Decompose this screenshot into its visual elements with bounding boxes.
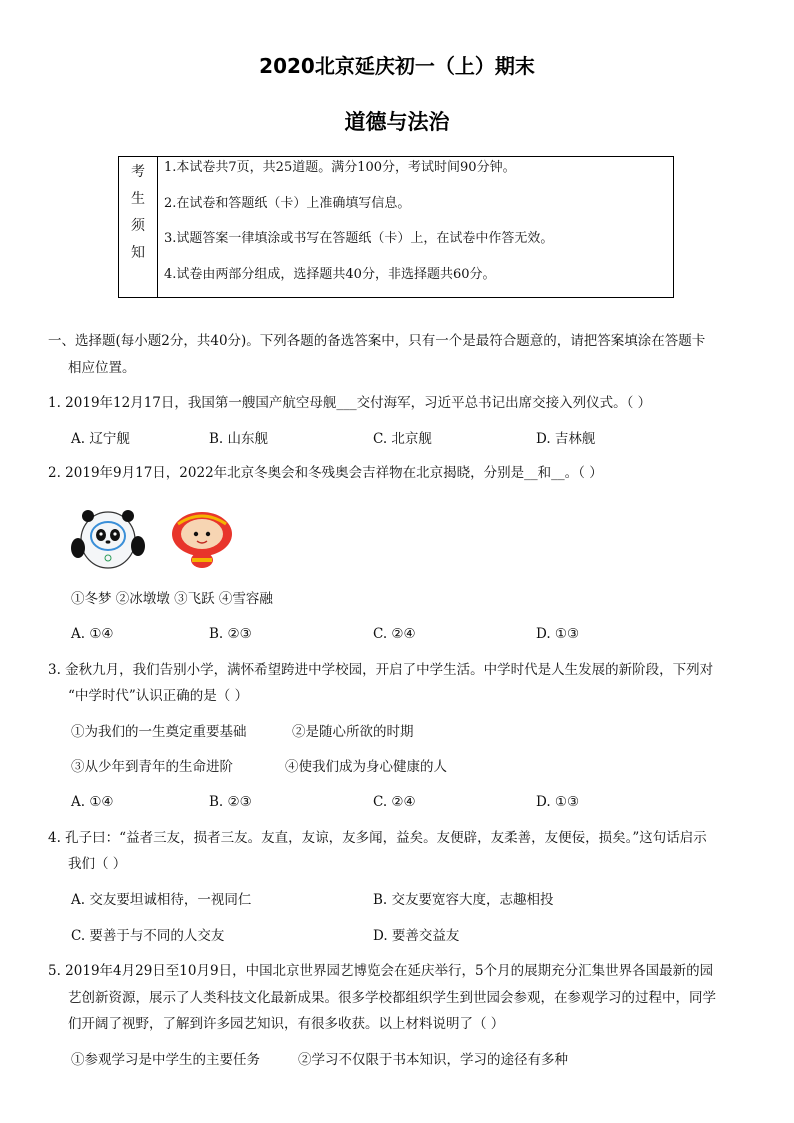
question-2-stem: 2. 2019年9月17日，2022年北京冬奥会和冬残奥会吉祥物在北京揭晓，分别是__和__。（ ） bbox=[48, 465, 603, 481]
notice-label-char: 须 bbox=[131, 218, 145, 234]
q1-option-c: C. 北京舰 bbox=[373, 431, 432, 447]
question-5-stem-cont: 们开阔了视野，了解到许多园艺知识，有很多收获。以上材料说明了（ ） bbox=[68, 1016, 505, 1032]
notice-label-char: 考 bbox=[131, 164, 145, 180]
bing-dwen-dwen-mascot bbox=[71, 510, 145, 568]
exam-notice-box bbox=[118, 156, 674, 298]
q3-choice-2: ②是随心所欲的时期 bbox=[292, 724, 414, 740]
q4-option-a: A. 交友要坦诚相待，一视同仁 bbox=[71, 892, 252, 908]
notice-label bbox=[119, 157, 158, 297]
notice-label-char: 知 bbox=[131, 245, 145, 261]
section-heading-cont: 相应位置。 bbox=[68, 360, 136, 376]
q2-option-d: D. ①③ bbox=[536, 626, 580, 642]
q2-option-b: B. ②③ bbox=[209, 626, 252, 642]
shuey-rhon-rhon-mascot bbox=[172, 512, 232, 568]
q2-option-c: C. ②④ bbox=[373, 626, 416, 642]
notice-label-char: 生 bbox=[131, 191, 145, 207]
q4-option-b: B. 交友要宽容大度，志趣相投 bbox=[373, 892, 554, 908]
q2-option-a: A. ①④ bbox=[71, 626, 114, 642]
q3-choice-1: ①为我们的一生奠定重要基础 bbox=[71, 724, 247, 740]
notice-item: 4.试卷由两部分组成，选择题共40分，非选择题共60分。 bbox=[164, 266, 496, 282]
notice-item: 2.在试卷和答题纸（卡）上准确填写信息。 bbox=[164, 195, 411, 211]
question-4-stem: 4. 孔子曰：“益者三友，损者三友。友直，友谅，友多闻，益矣。友便辟，友柔善，友便佞，损矣。”这句话启示 bbox=[48, 830, 707, 846]
q1-option-a: A. 辽宁舰 bbox=[71, 431, 130, 447]
question-1-stem: 1. 2019年12月17日，我国第一艘国产航空母舰___交付海军，习近平总书记出席交接入列仪式。（ ） bbox=[48, 395, 652, 411]
section-heading: 一、选择题(每小题2分，共40分)。下列各题的备选答案中，只有一个是最符合题意的，请把答案填涂在答题卡 bbox=[48, 333, 706, 349]
exam-title: 2020北京延庆初一（上）期末 bbox=[259, 54, 535, 78]
q1-option-d: D. 吉林舰 bbox=[536, 431, 596, 447]
q2-choices: ①冬梦 ②冰墩墩 ③飞跃 ④雪容融 bbox=[71, 591, 273, 607]
q4-option-d: D. 要善交益友 bbox=[373, 928, 460, 944]
question-3-stem: 3. 金秋九月，我们告别小学，满怀希望跨进中学校园，开启了中学生活。中学时代是人生发展的新阶段，下列对 bbox=[48, 662, 714, 678]
q3-option-a: A. ①④ bbox=[71, 794, 114, 810]
question-5-stem-cont: 艺创新资源，展示了人类科技文化最新成果。很多学校都组织学生到世园会参观，在参观学习的过程中，同学 bbox=[68, 990, 716, 1006]
q1-option-b: B. 山东舰 bbox=[209, 431, 269, 447]
notice-items bbox=[158, 157, 673, 297]
notice-item: 3.试题答案一律填涂或书写在答题纸（卡）上，在试卷中作答无效。 bbox=[164, 231, 554, 246]
q3-choice-3: ③从少年到青年的生命进阶 bbox=[71, 759, 233, 775]
q5-choice-2: ②学习不仅限于书本知识，学习的途径有多种 bbox=[298, 1052, 568, 1068]
notice-item: 1.本试卷共7页，共25道题。满分100分，考试时间90分钟。 bbox=[164, 160, 516, 175]
q3-option-d: D. ①③ bbox=[536, 794, 580, 810]
q4-option-c: C. 要善于与不同的人交友 bbox=[71, 928, 225, 944]
question-4-stem-cont: 我们（ ） bbox=[68, 856, 127, 872]
subject-title: 道德与法治 bbox=[344, 110, 450, 134]
q3-choice-4: ④使我们成为身心健康的人 bbox=[285, 759, 447, 775]
question-3-stem-cont: “中学时代”认识正确的是（ ） bbox=[68, 688, 249, 704]
question-5-stem: 5. 2019年4月29日至10月9日，中国北京世界园艺博览会在延庆举行，5个月的展期充分汇集世界各国最新的园 bbox=[48, 963, 714, 979]
q5-choice-1: ①参观学习是中学生的主要任务 bbox=[71, 1052, 260, 1068]
q3-option-b: B. ②③ bbox=[209, 794, 252, 810]
q3-option-c: C. ②④ bbox=[373, 794, 416, 810]
mascot-illustration bbox=[68, 506, 244, 570]
